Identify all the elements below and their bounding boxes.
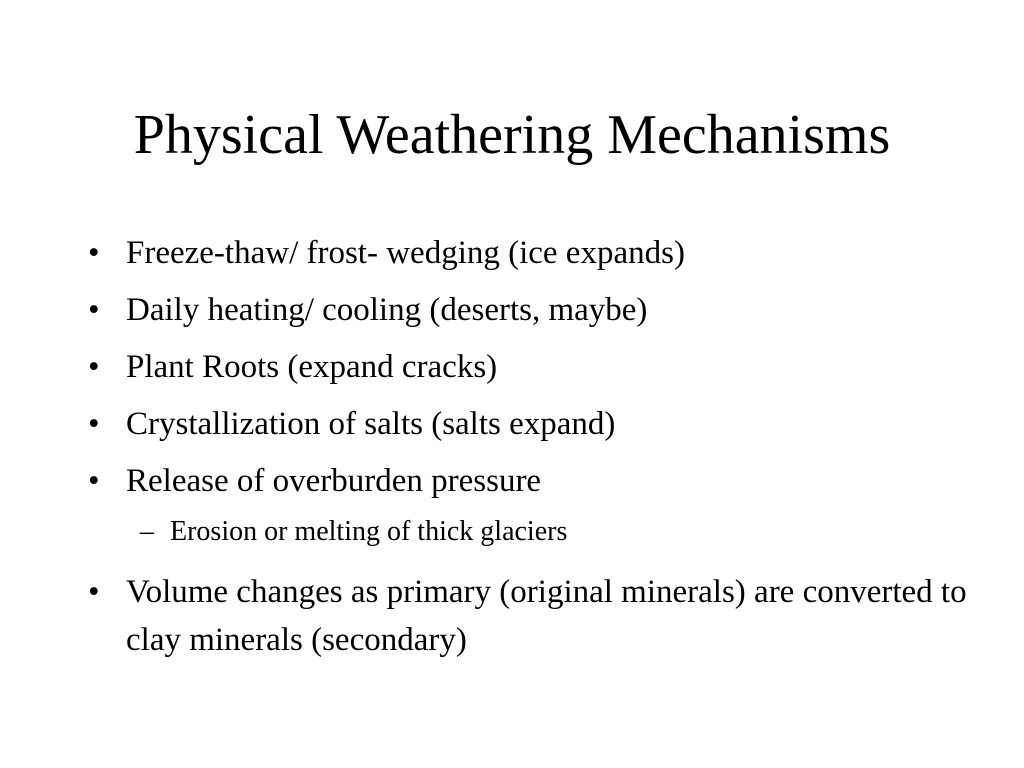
bullet-item-daily-heating bbox=[88, 286, 968, 334]
bullet-dot-icon: • bbox=[88, 349, 100, 385]
bullet-dot-icon: • bbox=[88, 406, 100, 442]
sub-bullet-text: Erosion or melting of thick glaciers bbox=[170, 516, 568, 547]
bullet-item-freeze-thaw bbox=[88, 229, 968, 277]
bullet-dot-icon: • bbox=[88, 235, 100, 271]
bullet-text: Crystallization of salts (salts expand) bbox=[126, 406, 616, 442]
bullet-item-volume-changes bbox=[88, 568, 968, 664]
bullet-dot-icon: • bbox=[88, 292, 100, 328]
bullet-text: Release of overburden pressure bbox=[126, 463, 542, 499]
sub-bullet-item-erosion bbox=[88, 512, 968, 552]
bullet-text: Daily heating/ cooling (deserts, maybe) bbox=[126, 292, 648, 328]
bullet-text: Volume changes as primary (original minerals) are converted to clay minerals (secondary) bbox=[126, 574, 967, 658]
bullet-item-crystallization bbox=[88, 400, 968, 448]
bullet-dot-icon: • bbox=[88, 463, 100, 499]
bullet-text: Plant Roots (expand cracks) bbox=[126, 349, 498, 385]
dash-icon: – bbox=[140, 516, 154, 547]
bullet-list bbox=[88, 229, 968, 673]
bullet-text: Freeze-thaw/ frost- wedging (ice expands) bbox=[126, 235, 685, 271]
bullet-dot-icon: • bbox=[88, 574, 100, 610]
bullet-item-overburden bbox=[88, 457, 968, 505]
bullet-item-plant-roots bbox=[88, 343, 968, 391]
slide-title: Physical Weathering Mechanisms bbox=[133, 104, 891, 166]
